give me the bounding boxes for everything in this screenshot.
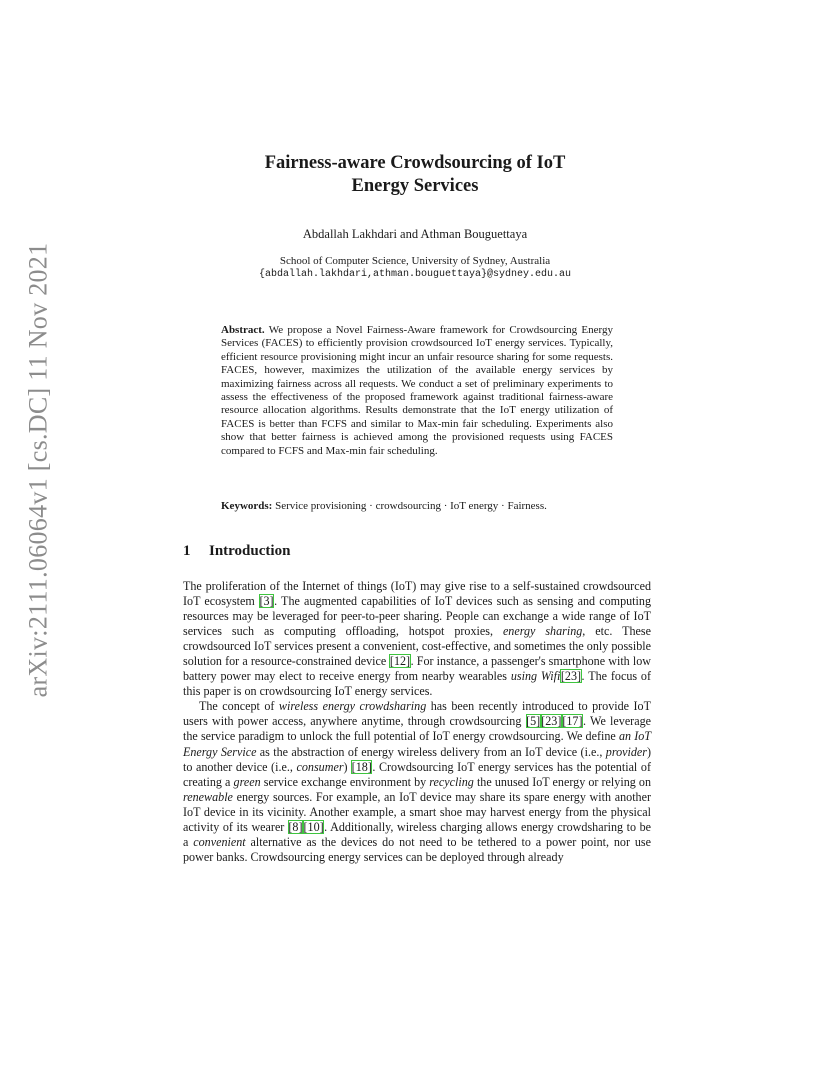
- affiliation-block: [180, 254, 650, 282]
- text-run: alternative as the devices do not need to be tethered to a power point, nor use power banks. Crowdsourcing energy services can be deployed through already: [183, 834, 651, 864]
- emphasis: wireless energy crowdsharing: [278, 699, 427, 714]
- arxiv-identifier-text: arXiv:2111.06064v1 [cs.DC] 11 Nov 2021: [23, 242, 53, 698]
- citation-link[interactable]: [8]: [288, 819, 303, 834]
- citation-link[interactable]: [17]: [562, 714, 583, 729]
- citation-link[interactable]: [18]: [351, 759, 372, 774]
- text-run: . Additionally, wireless charging allows energy crowdsharing to be a: [183, 819, 651, 849]
- citation-link[interactable]: [23]: [560, 669, 582, 684]
- text-run: . The augmented capabilities of IoT devices such as sensing and computing resources may be leveraged for peer-to-peer sharing. People can exchange a wide range of IoT services such as computing offloading, hotspot proxies,: [183, 594, 651, 639]
- citation-link[interactable]: [3]: [259, 594, 274, 609]
- emphasis: recycling: [429, 774, 474, 789]
- section-number: 1: [183, 543, 191, 559]
- text-run: ) to another device (i.e.,: [183, 744, 651, 774]
- text-run: the unused IoT energy or relying on: [473, 774, 651, 789]
- emphasis: using Wifi: [510, 669, 561, 684]
- title-line-1: Fairness-aware Crowdsourcing of IoT: [264, 153, 566, 173]
- text-run: , etc. These crowdsourced IoT services present a convenient, cost-effective, and sometimes the only possible solution for a resource-constrained device: [183, 624, 651, 669]
- text-run: ): [343, 759, 352, 774]
- affiliation: School of Computer Science, University of Sydney, Australia: [279, 255, 551, 267]
- section-heading-introduction: [183, 543, 290, 560]
- text-run: has been recently introduced to provide IoT users with power access, anywhere anytime, through crowdsourcing: [183, 699, 651, 729]
- title-line-2: Energy Services: [351, 176, 479, 196]
- text-run: service exchange environment by: [260, 774, 430, 789]
- text-run: The concept of: [199, 699, 279, 714]
- emphasis: renewable: [183, 789, 233, 804]
- text-run: . Crowdsourcing IoT energy services has the potential of creating a: [183, 759, 651, 789]
- emphasis: provider: [605, 744, 647, 759]
- paper-title: [180, 152, 650, 198]
- emphasis: green: [233, 774, 261, 789]
- citation-link[interactable]: [12]: [389, 654, 411, 669]
- text-run: as the abstraction of energy wireless delivery from an IoT device (i.e.,: [256, 744, 606, 759]
- authors: Abdallah Lakhdari and Athman Bouguettaya: [302, 227, 528, 241]
- text-run: . We leverage the service paradigm to unlock the full potential of IoT energy crowdsourcing. We define: [183, 714, 651, 744]
- paragraph-1: [183, 579, 651, 699]
- citation-link[interactable]: [23]: [541, 714, 562, 729]
- abstract-text: We propose a Novel Fairness-Aware framework for Crowdsourcing Energy Services (FACES) to efficiently provision crowdsourced IoT energy services. Typically, efficient resource provisioning might incur an unfair resource sharing for some requests. FACES, however, maximizes the utilization of the available energy services by maximizing fairness across all requests. We conduct a set of preliminary experiments to assess the effectiveness of the proposed framework against traditional fairness-aware resource allocation algorithms. Results demonstrate that the IoT energy utilization of FACES is better than FCFS and similar to Max-min fair scheduling. Experiments also show that better fairness is achieved among the provisioned requests using FACES compared to FCFS and Max-min fair scheduling.: [221, 324, 613, 457]
- emphasis: convenient: [193, 834, 246, 849]
- citation-link[interactable]: [5]: [526, 714, 541, 729]
- introduction-body: [183, 579, 651, 865]
- emphasis: an IoT Energy Service: [183, 729, 651, 759]
- citation-link[interactable]: [10]: [303, 819, 324, 834]
- text-run: . For instance, a passenger's smartphone with low battery power may elect to receive energy from nearby wearables: [183, 654, 651, 684]
- author-emails: {abdallah.lakhdari,athman.bouguettaya}@sydney.edu.au: [258, 269, 572, 280]
- text-run: The proliferation of the Internet of things (IoT) may give rise to a self-sustained crowdsourced IoT ecosystem: [183, 579, 651, 609]
- text-run: . The focus of this paper is on crowdsourcing IoT energy services.: [183, 669, 652, 699]
- keywords: [221, 500, 613, 513]
- emphasis: consumer: [296, 759, 344, 774]
- text-run: energy sources. For example, an IoT device may share its spare energy with another IoT device in its vicinity. Another example, a smart shoe may harvest energy from the physical activity of its wearer: [183, 789, 651, 834]
- keywords-label: Keywords:: [221, 500, 273, 512]
- abstract: [221, 324, 613, 458]
- keywords-text: Service provisioning · crowdsourcing · IoT energy · Fairness.: [275, 500, 547, 512]
- abstract-label: Abstract.: [221, 324, 265, 336]
- paragraph-2: [183, 699, 651, 865]
- emphasis: energy sharing: [502, 624, 583, 639]
- arxiv-identifier-stamp: [14, 242, 62, 698]
- section-title: Introduction: [209, 543, 291, 559]
